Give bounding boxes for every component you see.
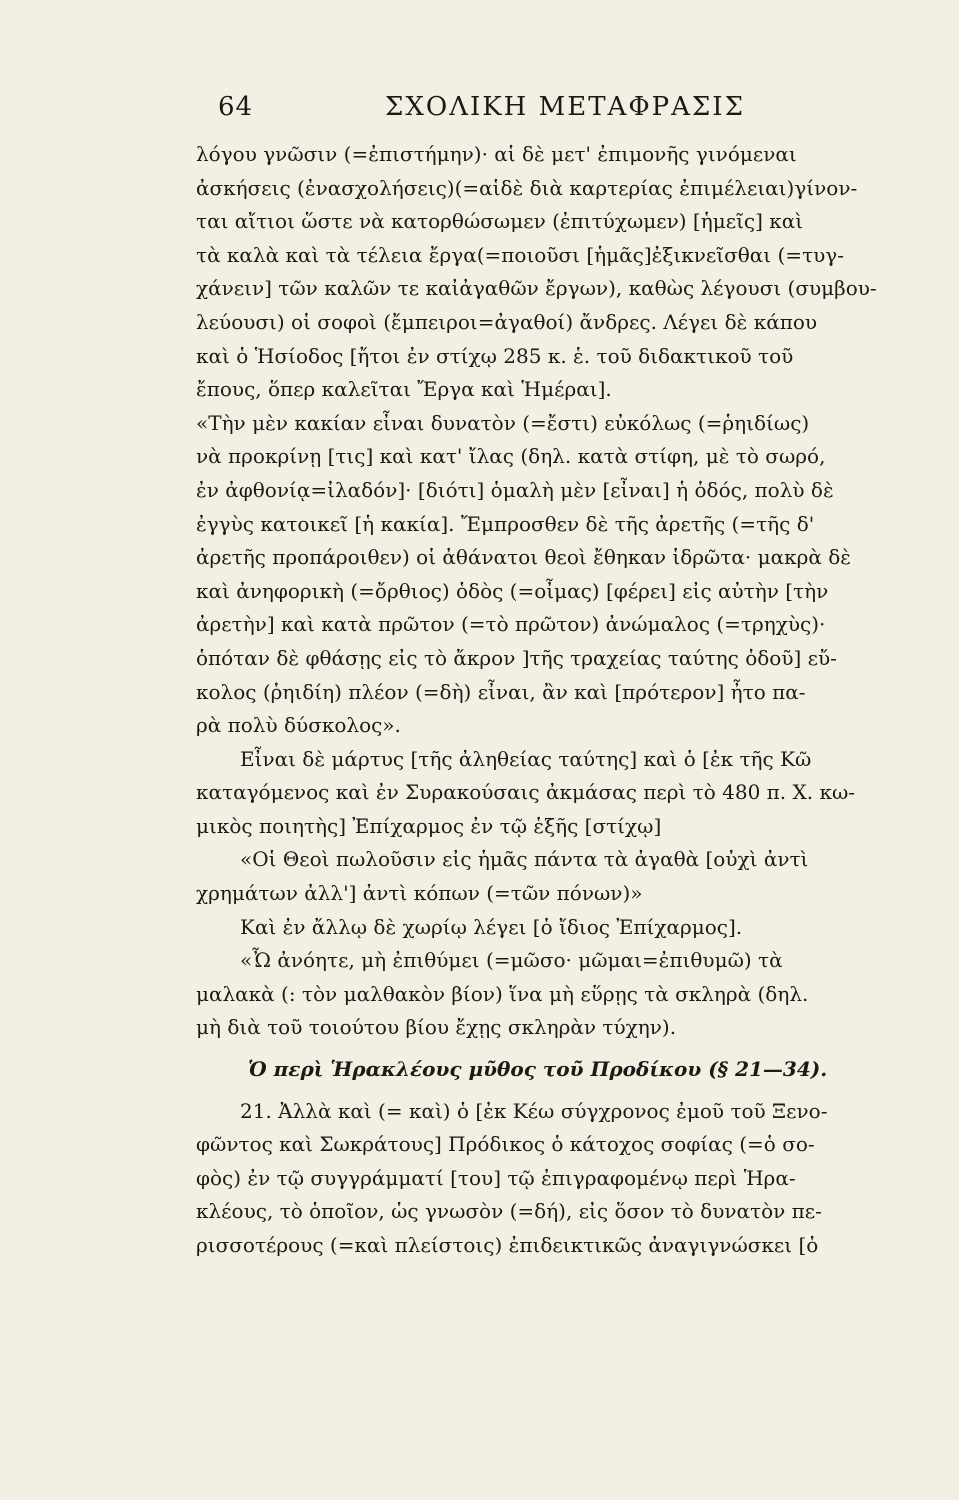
text-line: καταγόμενος καὶ ἐν Συρακούσαις ἀκμάσας περὶ τὸ 480 π. Χ. κω-: [196, 780, 856, 805]
page-number: 64: [218, 92, 254, 122]
text-line: φῶντος καὶ Σωκράτους] Πρόδικος ὁ κάτοχος σοφίας (=ὁ σο-: [196, 1132, 815, 1157]
spacer: [196, 1045, 924, 1053]
text-line: καὶ ὁ Ἡσίοδος [ἤτοι ἐν στίχῳ 285 κ. ἑ. τοῦ διδακτικοῦ τοῦ: [196, 343, 794, 368]
text-line: ρισσοτέρους (=καὶ πλείστοις) ἐπιδεικτικῶς ἀναγιγνώσκει [ὁ: [196, 1233, 819, 1257]
text-line: ὁπόταν δὲ φθάσῃς εἰς τὸ ἄκρον ]τῆς τραχείας ταύτης ὁδοῦ] εὔ-: [196, 645, 837, 670]
text-line: ται αἴτιοι ὥστε νὰ κατορθώσωμεν (ἐπιτύχωμεν) [ἡμεῖς] καὶ: [196, 209, 804, 234]
text-line: μὴ διὰ τοῦ τοιούτου βίου ἔχῃς σκληρὰν τύχην).: [196, 1015, 677, 1040]
text-line: λεύουσι) οἱ σοφοὶ (ἔμπειροι=ἀγαθοί) ἄνδρες. Λέγει δὲ κάπου: [196, 309, 818, 334]
text-line: μαλακὰ (: τὸν μαλθακὸν βίον) ἵνα μὴ εὕρῃς τὰ σκληρὰ (δηλ.: [196, 981, 809, 1006]
text-line: χρημάτων ἀλλ'] ἀντὶ κόπων (=τῶν πόνων)»: [196, 881, 643, 906]
text-line: Καὶ ἐν ἄλλῳ δὲ χωρίῳ λέγει [ὁ ἴδιος Ἐπίχαρμος].: [240, 914, 743, 939]
page-header: [0, 92, 959, 132]
text-line: νὰ προκρίνῃ [τις] καὶ κατ' ἴλας (δηλ. κατὰ στίφη, μὲ τὸ σωρό,: [196, 444, 826, 469]
text-line: Εἶναι δὲ μάρτυς [τῆς ἀληθείας ταύτης] καὶ ὁ [ἐκ τῆς Κῶ: [240, 746, 812, 771]
text-line: ρὰ πολὺ δύσκολος».: [196, 713, 401, 738]
text-line: ἀσκήσεις (ἐνασχολήσεις)(=αἱδὲ διὰ καρτερίας ἐπιμέλειαι)γίνον-: [196, 175, 858, 200]
text-line: φὸς) ἐν τῷ συγγράμματί [του] τῷ ἐπιγραφομένῳ περὶ Ἡρα-: [196, 1165, 796, 1190]
running-title: ΣΧΟΛΙΚΗ ΜΕΤΑΦΡΑΣΙΣ: [385, 92, 745, 122]
spacer: [196, 1087, 924, 1095]
text-line: ἀρετὴν] καὶ κατὰ πρῶτον (=τὸ πρῶτον) ἀνώμαλος (=τρηχὺς)·: [196, 612, 826, 637]
text-line: κλέους, τὸ ὁποῖον, ὡς γνωσὸν (=δή), εἰς ὅσον τὸ δυνατὸν πε-: [196, 1199, 822, 1224]
text-line: ἔπους, ὅπερ καλεῖται Ἔργα καὶ Ἡμέραι].: [196, 377, 612, 402]
text-line: μικὸς ποιητὴς] Ἐπίχαρμος ἐν τῷ ἑξῆς [στίχῳ]: [196, 813, 662, 838]
text-line: ἐγγὺς κατοικεῖ [ἡ κακία]. Ἔμπροσθεν δὲ τῆς ἀρετῆς (=τῆς δ': [196, 511, 815, 536]
text-line: ἀρετῆς προπάροιθεν) οἱ ἀθάνατοι θεοὶ ἔθηκαν ἱδρῶτα· μακρὰ δὲ: [196, 545, 851, 570]
section-heading: Ὁ περὶ Ἡρακλέους μῦθος τοῦ Προδίκου (§ 21—34).: [248, 1057, 828, 1082]
text-line: λόγου γνῶσιν (=ἐπιστήμην)· αἱ δὲ μετ' ἐπιμονῆς γινόμεναι: [196, 142, 797, 166]
text-line: καὶ ἀνηφορικὴ (=ὄρθιος) ὁδὸς (=οἶμας) [φέρει] εἰς αὐτὴν [τὴν: [196, 578, 829, 603]
text-line: «Ὦ ἀνόητε, μὴ ἐπιθύμει (=μῶσο· μῶμαι=ἐπιθυμῶ) τὰ: [240, 948, 783, 973]
text-line: «Τὴν μὲν κακίαν εἶναι δυνατὸν (=ἔστι) εὐκόλως (=ῥηιδίως): [196, 410, 810, 435]
text-line: χάνειν] τῶν καλῶν τε καἰἀγαθῶν ἔργων), καθὼς λέγουσι (συμβου-: [196, 276, 877, 301]
text-line: κολος (ῥηιδίη) πλέον (=δὴ) εἶναι, ἂν καὶ [πρότερον] ἦτο πα-: [196, 679, 806, 704]
text-line: τὰ καλὰ καὶ τὰ τέλεια ἔργα(=ποιοῦσι [ἡμᾶς]ἐξικνεῖσθαι (=τυγ-: [196, 242, 844, 267]
body-text: [196, 138, 924, 1263]
text-line: «Οἱ Θεοὶ πωλοῦσιν εἰς ἡμᾶς πάντα τὰ ἀγαθὰ [οὐχὶ ἀντὶ: [240, 847, 809, 872]
text-line: 21. Ἀλλὰ καὶ (= καὶ) ὁ [ἐκ Κέω σύγχρονος ἐμοῦ τοῦ Ξενο-: [240, 1098, 828, 1123]
text-line: ἐν ἀφθονίᾳ=ἰλαδόν]· [διότι] ὁμαλὴ μὲν [εἶναι] ἡ ὁδός, πολὺ δὲ: [196, 477, 834, 502]
